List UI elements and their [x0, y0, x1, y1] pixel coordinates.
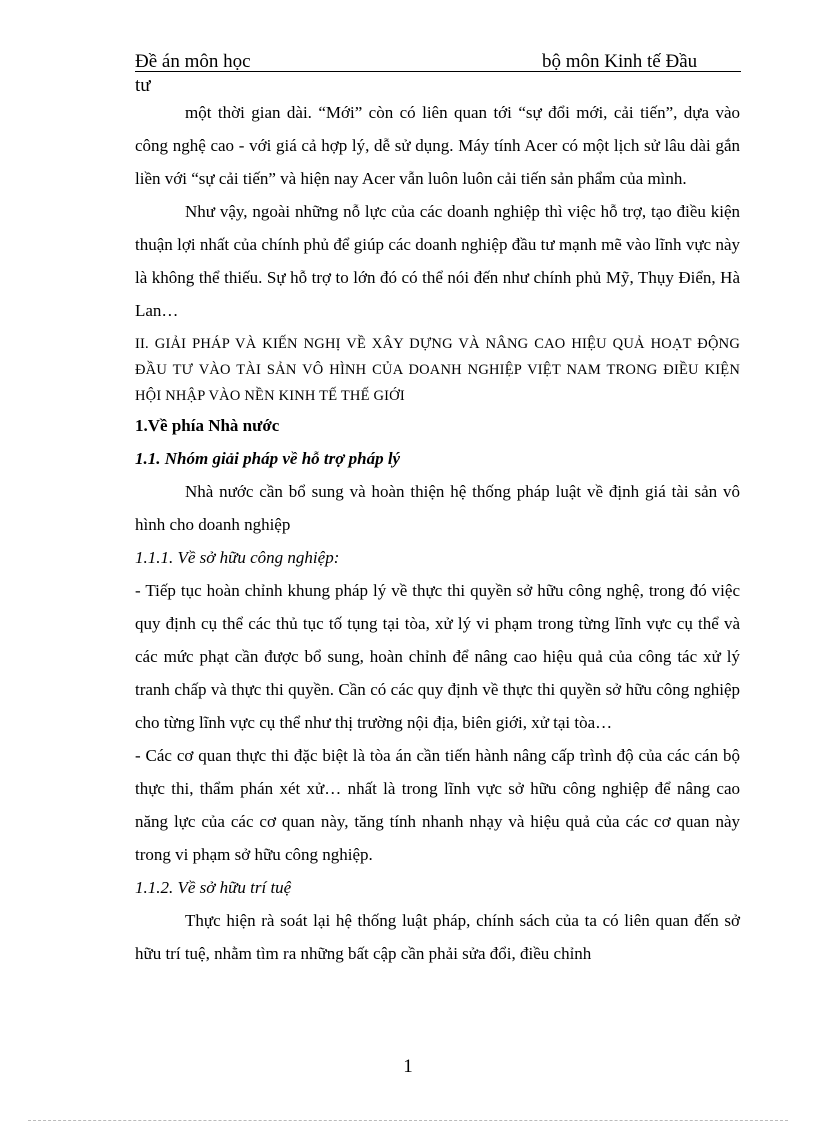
heading-intellectual-property: 1.1.2. Về sở hữu trí tuệ	[135, 878, 292, 897]
document-body	[135, 96, 740, 970]
header-underline	[135, 71, 741, 72]
header-course-title: Đề án môn học	[135, 51, 251, 72]
bullet-legal-framework: - Tiếp tục hoàn chỉnh khung pháp lý về thực thi quyền sở hữu công nghệ, trong đó việc quy định cụ thể các thủ tục tố tụng tại tòa, xử lý vi phạm trong từng lĩnh vực cụ thể và các mức phạt cần được bổ sung, hoàn chỉnh để nâng cao hiệu quả của công tác xử lý tranh chấp và thực thi quyền. Cần có các quy định về thực thi quyền sở hữu công nghiệp cho từng lĩnh vực cụ thể như thị trường nội địa, biên giới, xử tại tòa…	[135, 581, 740, 732]
paragraph-review-laws: Thực hiện rà soát lại hệ thống luật pháp, chính sách của ta có liên quan đến sở hữu trí tuệ, nhằm tìm ra những bất cập cần phải sửa đổi, điều chỉnh	[135, 911, 740, 963]
header-continuation: tư	[135, 75, 151, 96]
heading-state-side: 1.Về phía Nhà nước	[135, 416, 280, 435]
heading-legal-support: 1.1. Nhóm giải pháp về hỗ trợ pháp lý	[135, 449, 401, 468]
paragraph-government-support: Như vậy, ngoài những nỗ lực của các doanh nghiệp thì việc hỗ trợ, tạo điều kiện thuận lợi nhất của chính phủ để giúp các doanh nghiệp đầu tư mạnh mẽ vào lĩnh vực này là không thể thiếu. Sự hỗ trợ to lớn đó có thể nói đến như chính phủ Mỹ, Thụy Điển, Hà Lan…	[135, 202, 740, 320]
header-row	[135, 50, 741, 74]
heading-industrial-property: 1.1.1. Về sở hữu công nghiệp:	[135, 548, 340, 567]
header-department: bộ môn Kinh tế Đầu	[542, 51, 698, 72]
bullet-enforcement-agencies: - Các cơ quan thực thi đặc biệt là tòa án cần tiến hành nâng cấp trình độ của các cán bộ thực thi, thẩm phán xét xử… nhất là trong lĩnh vực sở hữu công nghiệp để nâng cao năng lực của các cơ quan này, tăng tính nhanh nhạy và hiệu quả của các cơ quan này trong vi phạm sở hữu công nghiệp.	[135, 746, 740, 864]
page-number: 1	[403, 1056, 413, 1077]
paragraph-acer: một thời gian dài. “Mới” còn có liên quan tới “sự đổi mới, cải tiến”, dựa vào công nghệ cao - với giá cả hợp lý, dễ sử dụng. Máy tính Acer có một lịch sử lâu dài gắn liền với “sự cải tiến” và hiện nay Acer vẫn luôn luôn cải tiến sản phẩm của mình.	[135, 103, 740, 188]
page-bottom-divider	[28, 1120, 788, 1121]
section-heading-II: II. GIẢI PHÁP VÀ KIẾN NGHỊ VỀ XÂY DỰNG VÀ NÂNG CAO HIỆU QUẢ HOẠT ĐỘNG ĐẦU TƯ VÀO TÀI SẢN VÔ HÌNH CỦA DOANH NGHIỆP VIỆT NAM TRONG ĐIỀU KIỆN HỘI NHẬP VÀO NỀN KINH TẾ THẾ GIỚI	[135, 336, 740, 404]
page-header	[135, 50, 741, 96]
paragraph-legal-framework: Nhà nước cần bổ sung và hoàn thiện hệ thống pháp luật về định giá tài sản vô hình cho doanh nghiệp	[135, 482, 740, 534]
